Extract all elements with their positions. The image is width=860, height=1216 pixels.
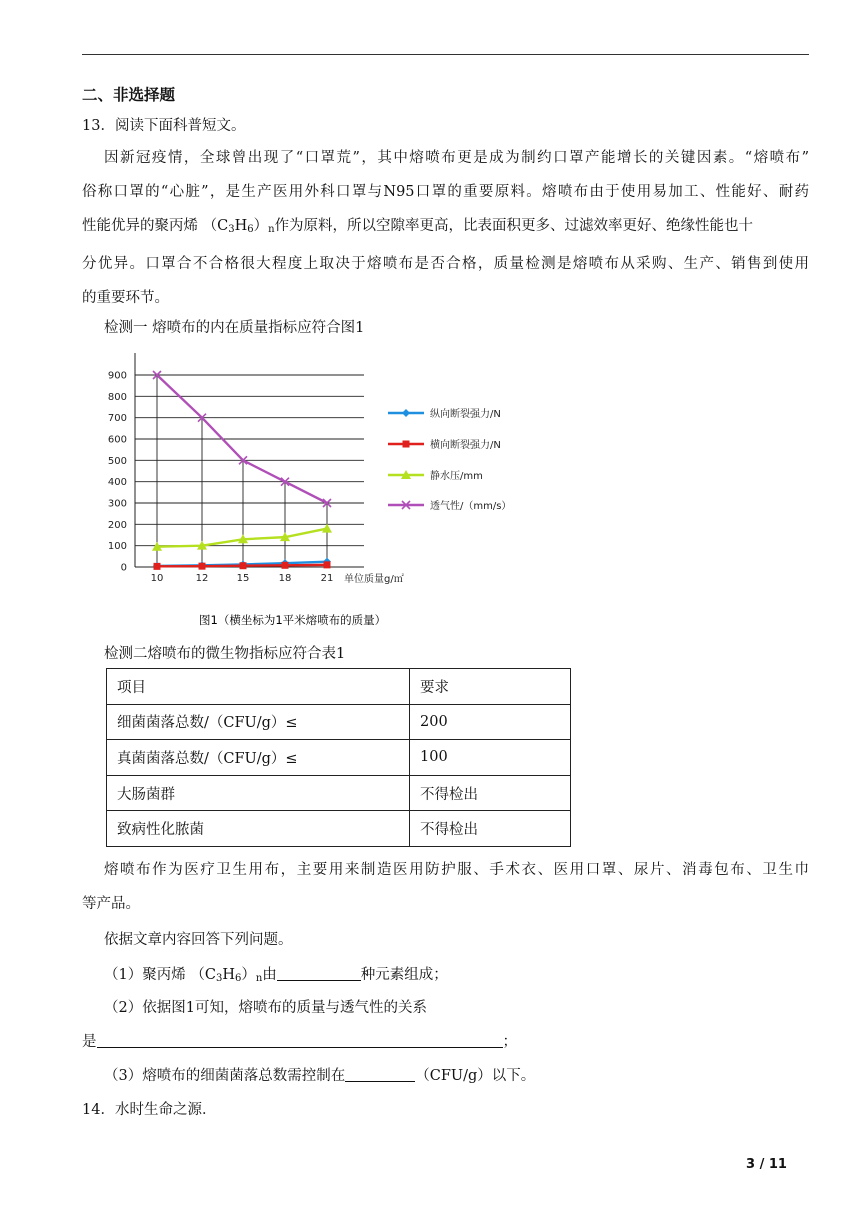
figure-1-chart	[0, 340, 860, 630]
table-cell: 100	[410, 740, 571, 776]
formula-close-paren: ）	[253, 218, 269, 234]
table-cell: 致病性化脓菌	[107, 811, 410, 847]
x-axis-label: 单位质量g/㎡	[344, 574, 404, 585]
y-tick-label: 0	[120, 562, 127, 574]
para1-line-2: 俗称口罩的“心脏”，是生产医用外科口罩与N95口罩的重要原料。熔喷布由于使用易加工、性能好、耐药	[82, 184, 809, 200]
sub-question-2: （2）依据图1可知，熔喷布的质量与透气性的关系	[104, 1000, 427, 1016]
section-title: 二、非选择题	[82, 86, 176, 104]
answer-blank-2[interactable]	[97, 1033, 503, 1048]
y-tick-label: 200	[107, 519, 127, 531]
table-row	[107, 704, 571, 740]
para2-line-2: 等产品。	[82, 896, 140, 912]
legend-label: 静水压/mm	[430, 471, 483, 482]
test-2-label: 检测二熔喷布的微生物指标应符合表1	[104, 646, 346, 662]
legend-marker	[402, 409, 410, 417]
y-tick-label: 700	[107, 413, 127, 425]
table-header-row	[107, 669, 571, 705]
table-cell: 细菌菌落总数/（CFU/g）≤	[107, 704, 410, 740]
sub-question-3	[104, 1064, 535, 1085]
sub-question-2-answer-line	[82, 1030, 517, 1051]
q13-paragraph-2	[82, 853, 809, 921]
y-tick-label: 300	[107, 498, 127, 510]
sub3-text-start: （3）熔喷布的细菌菌落总数需控制在	[104, 1068, 346, 1084]
y-tick-label: 800	[107, 391, 127, 403]
page-number: 3 / 11	[746, 1157, 787, 1172]
answer-blank-3[interactable]	[345, 1067, 415, 1082]
table-row	[107, 775, 571, 811]
table-cell: 200	[410, 704, 571, 740]
legend-label: 透气性/（mm/s）	[430, 501, 512, 512]
para2-line-1: 熔喷布作为医疗卫生用布，主要用来制造医用防护服、手术衣、医用口罩、尿片、消毒包布、卫生巾	[104, 862, 809, 878]
q13-paragraph-1	[82, 141, 809, 315]
y-tick-label: 600	[107, 434, 127, 446]
x-tick-label: 21	[320, 573, 334, 584]
test-1-label: 检测一 熔喷布的内在质量指标应符合图1	[104, 320, 365, 336]
answer-intro: 依据文章内容回答下列问题。	[104, 932, 293, 948]
sub1-h-subscript: 6	[234, 973, 242, 984]
para1-line-3-start: 性能优异的聚丙烯 （C	[82, 218, 229, 234]
para1-line-3	[82, 209, 809, 247]
data-point	[199, 563, 206, 570]
formula-h: H	[234, 218, 248, 234]
para1-line-5: 的重要环节。	[82, 290, 169, 306]
table-header-item: 项目	[107, 669, 410, 705]
formula-h-subscript: 6	[247, 224, 254, 235]
sub3-text-end: （CFU/g）以下。	[415, 1068, 536, 1084]
y-tick-label: 400	[107, 477, 127, 489]
x-tick-label: 10	[150, 573, 164, 584]
table-cell: 不得检出	[410, 811, 571, 847]
table-cell: 真菌菌落总数/（CFU/g）≤	[107, 740, 410, 776]
para1-line-3-end: 作为原料，所以空隙率更高，比表面积更多、过滤效率更好、绝缘性能也十	[274, 218, 754, 234]
para1-line-1: 因新冠疫情，全球曾出现了“口罩荒”，其中熔喷布更是成为制约口罩产能增长的关键因素。“熔喷布”	[104, 150, 809, 166]
sub1-text-mid: 由	[262, 967, 277, 983]
sub1-n-subscript: n	[255, 973, 263, 984]
data-point	[154, 563, 161, 570]
question-14-title: 14．水时生命之源．	[82, 1102, 217, 1118]
sub-question-1	[104, 963, 448, 984]
sub1-text-end: 种元素组成；	[360, 967, 448, 983]
y-tick-label: 100	[107, 541, 127, 553]
table-header-requirement: 要求	[410, 669, 571, 705]
formula-n-subscript: n	[268, 224, 275, 235]
x-tick-label: 15	[236, 573, 250, 584]
table-cell: 大肠菌群	[107, 775, 410, 811]
table-row	[107, 811, 571, 847]
y-tick-label: 500	[107, 455, 127, 467]
legend-label: 纵向断裂强力/N	[430, 409, 501, 420]
sub1-c-subscript: 3	[215, 973, 223, 984]
question-13-title: 13．阅读下面科普短文。	[82, 118, 246, 134]
data-point	[282, 562, 289, 569]
sub2-prefix: 是	[82, 1034, 97, 1050]
sub1-text-start: （1）聚丙烯 （C	[104, 967, 216, 983]
legend-label: 横向断裂强力/N	[430, 440, 501, 451]
x-tick-label: 12	[195, 573, 209, 584]
formula-c-subscript: 3	[228, 224, 235, 235]
sub2-suffix: ；	[502, 1034, 517, 1050]
sub1-h: H	[222, 967, 235, 983]
table-cell: 不得检出	[410, 775, 571, 811]
answer-blank-1[interactable]	[277, 966, 361, 981]
chart-caption: 图1（横坐标为1平米熔喷布的质量）	[199, 613, 387, 627]
data-point	[324, 561, 331, 568]
para1-line-4: 分优异。口罩合不合格很大程度上取决于熔喷布是否合格，质量检测是熔喷布从采购、生产、销售到使用	[82, 256, 809, 272]
sub1-close-paren: ）	[241, 967, 256, 983]
y-tick-label: 900	[107, 370, 127, 382]
table-1	[106, 668, 571, 847]
table-row	[107, 740, 571, 776]
data-point	[240, 562, 247, 569]
header-rule	[82, 54, 809, 55]
legend-marker	[403, 441, 410, 448]
x-tick-label: 18	[278, 573, 292, 584]
